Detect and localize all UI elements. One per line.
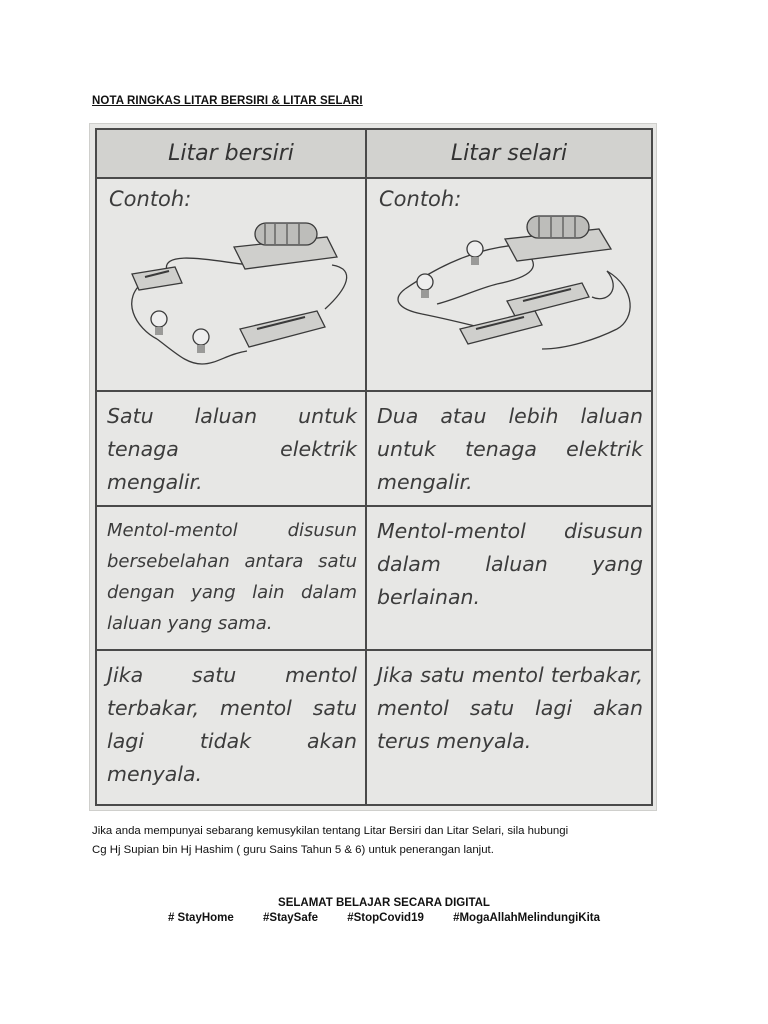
bulb-icon (151, 311, 167, 335)
cell-parallel-arrangement: Mentol-mentol disusun dalam laluan yang berlainan. (366, 506, 652, 649)
bulb-icon (467, 241, 483, 265)
table-row-example (96, 178, 652, 391)
table-header-row (96, 129, 652, 178)
example-label: Contoh: (109, 187, 192, 212)
cell-parallel-path: Dua atau lebih laluan untuk tenaga elektrik mengalir. (366, 391, 652, 507)
switch-icon (240, 311, 325, 347)
table-row-path (96, 391, 652, 507)
bulb-icon (417, 274, 433, 298)
header-parallel-circuit: Litar selari (366, 129, 652, 178)
contact-paragraph (92, 822, 692, 860)
series-circuit-illustration (97, 179, 367, 385)
switch-icon (132, 267, 182, 290)
hashtag: # StayHome (167, 912, 234, 924)
cell-series-example (96, 178, 366, 391)
table-row-burnout (96, 650, 652, 805)
scanned-comparison-table (89, 123, 657, 811)
battery-icon (234, 223, 337, 269)
cell-series-arrangement: Mentol-mentol disusun bersebelahan antara satu dengan yang lain dalam laluan yang sama. (96, 506, 366, 649)
cell-series-burnout: Jika satu mentol terbakar, mentol satu lagi tidak akan menyala. (96, 650, 366, 805)
comparison-table (95, 128, 653, 806)
cell-parallel-burnout: Jika satu mentol terbakar, mentol satu lagi akan terus menyala. (366, 650, 652, 805)
closing-heading: SELAMAT BELAJAR SECARA DIGITAL (278, 897, 490, 909)
contact-line: Jika anda mempunyai sebarang kemusykilan tentang Litar Bersiri dan Litar Selari, sila hubungi (92, 825, 569, 837)
document-title: NOTA RINGKAS LITAR BERSIRI & LITAR SELARI (92, 95, 363, 107)
hashtag: #StaySafe (263, 912, 318, 924)
bulb-icon (193, 329, 209, 353)
table-row-arrangement (96, 506, 652, 649)
switch-icon (460, 311, 542, 344)
cell-series-path: Satu laluan untuk tenaga elektrik mengalir. (96, 391, 366, 507)
header-series-circuit: Litar bersiri (96, 129, 366, 178)
switch-icon (507, 283, 589, 316)
example-label: Contoh: (379, 187, 462, 212)
hashtag: #MogaAllahMelindungiKita (453, 912, 601, 924)
hashtag-row (0, 912, 768, 924)
contact-line: Cg Hj Supian bin Hj Hashim ( guru Sains Tahun 5 & 6) untuk penerangan lanjut. (92, 844, 494, 856)
battery-icon (505, 216, 611, 261)
cell-parallel-example (366, 178, 652, 391)
hashtag: #StopCovid19 (347, 912, 424, 924)
parallel-circuit-illustration (367, 179, 653, 385)
